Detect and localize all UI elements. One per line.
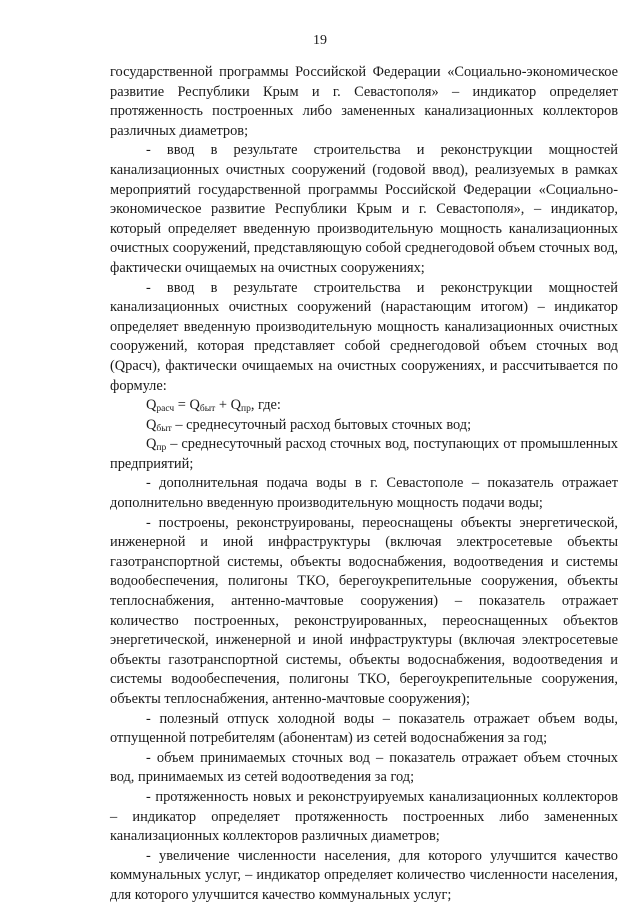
formula-term-2: Q — [230, 397, 241, 414]
definition-symbol: Q — [146, 436, 157, 453]
definition-text: – среднесуточный расход сточных вод, поступающих от промышленных предприятий; — [110, 436, 618, 472]
formula-lhs-subscript: расч — [156, 404, 175, 415]
formula-term-2-subscript: пр — [241, 404, 251, 415]
paragraph-wastewater-volume: - объем принимаемых сточных вод – показатель отражает объем сточных вод, принимаемых из сетей водоотведения за год; — [110, 749, 618, 786]
paragraph-continuation: государственной программы Российской Федерации «Социально-экономическое развитие Республики Крым и г. Севастополя» – индикатор определяет протяженность построенных либо замененных канализационных коллекторов различных диаметров; — [110, 64, 618, 139]
paragraph-water-supply: - дополнительная подача воды в г. Севастополе – показатель отражает дополнительно введенную производительную мощность подачи воды; — [110, 475, 618, 512]
formula-line — [110, 396, 618, 416]
paragraph-population: - увеличение численности населения, для которого улучшится качество коммунальных услуг, – индикатор определяет количество численности населения, для которого улучшится качество коммунальных услуг; — [110, 847, 618, 903]
formula-plus: + — [215, 397, 231, 414]
definition-subscript: пр — [156, 443, 167, 454]
paragraph-cold-water: - полезный отпуск холодной воды – показатель отражает объем воды, отпущенной потребителям (абонентам) из сетей водоснабжения за год; — [110, 710, 618, 747]
document-body — [110, 63, 618, 906]
paragraph-infrastructure: - построены, реконструированы, переоснащены объекты энергетической, инженерной и иной инфраструктуры (включая электросетевые объекты газотранспортной системы, объекты водоснабжения, водоотведения и системы водообеспечения, полигоны ТКО, берегоукрепительные сооружения, объекты теплоснабжения, антенно-мачтовые сооружения) – показатель отражает количество построенных, реконструированных, переоснащенных объектов энергетической, инженерной и иной инфраструктуры (включая электросетевые объекты газотранспортной системы, объекты водоснабжения, водоотведения и системы водообеспечения, полигоны ТКО, берегоукрепительные сооружения, объекты теплоснабжения, антенно-мачтовые сооружения); — [110, 514, 618, 707]
formula-lhs: Q — [146, 397, 157, 414]
paragraph-annual-input: - ввод в результате строительства и реконструкции мощностей канализационных очистных сооружений (годовой ввод), реализуемых в рамках мероприятий государственной программы Российской Федерации «Социально-экономическое развитие Республики Крым и г. Севастополя», – индикатор, который определяет введенную производительную мощность канализационных очистных сооружений, представляющую собой среднегодовой объем сточных вод, фактически очищаемых на очистных сооружениях; — [110, 142, 618, 276]
paragraph-cumulative-input: - ввод в результате строительства и реконструкции мощностей канализационных очистных сооружений (нарастающим итогом) – индикатор определяет введенную производительную мощность канализационных очистных сооружений, которая представляет собой среднегодовой объем сточных вод (Qрасч), фактически очищаемых на очистных сооружениях, и рассчитывается по формуле: — [110, 279, 618, 394]
definition-household — [110, 416, 618, 436]
formula-tail: , где: — [250, 397, 281, 414]
definition-subscript: быт — [156, 423, 172, 434]
formula-term-1: Q — [189, 397, 200, 414]
definition-industrial — [110, 435, 618, 474]
formula-term-1-subscript: быт — [199, 404, 216, 415]
paragraph-collectors-length: - протяженность новых и реконструируемых канализационных коллекторов – индикатор определяет протяженность построенных либо замененных канализационных коллекторов различных диаметров; — [110, 788, 618, 845]
page-number: 19 — [313, 33, 327, 48]
definition-text: – среднесуточный расход бытовых сточных вод; — [171, 416, 472, 433]
definition-symbol: Q — [146, 416, 157, 433]
formula-equals: = — [174, 397, 190, 414]
